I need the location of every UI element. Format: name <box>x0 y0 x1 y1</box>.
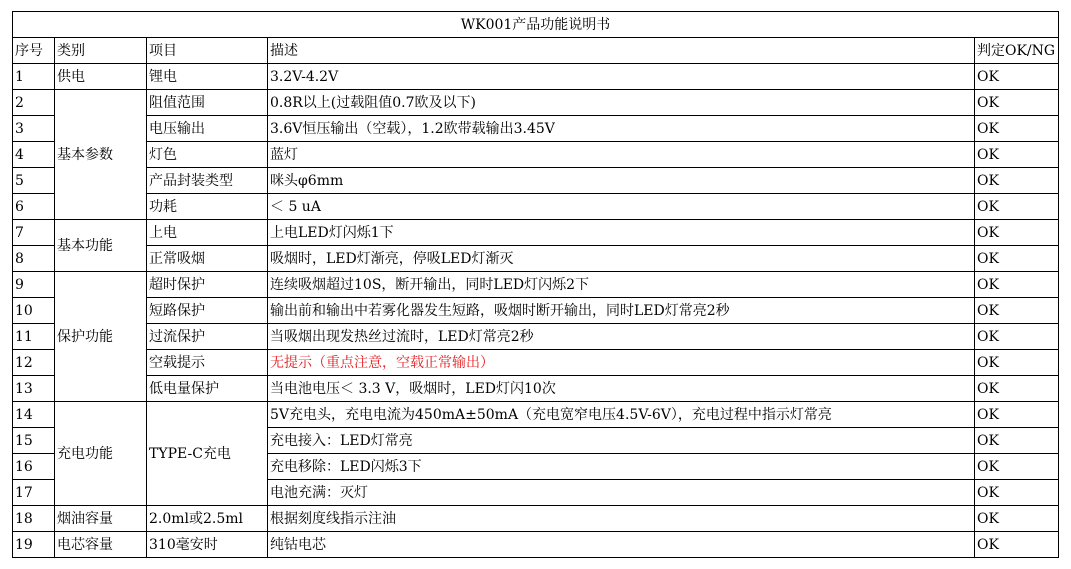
description-cell: 吸烟时，LED灯渐亮，停吸LED灯渐灭 <box>268 246 975 272</box>
description-cell: ＜ 5 uA <box>268 194 975 220</box>
table-row <box>13 64 1059 90</box>
item-cell: 过流保护 <box>147 324 268 350</box>
result-cell: OK <box>975 220 1059 246</box>
row-no: 5 <box>13 168 55 194</box>
description-cell: 连续吸烟超过10S，断开输出，同时LED灯闪烁2下 <box>268 272 975 298</box>
table-row <box>13 324 1059 350</box>
header-result: 判定OK/NG <box>975 38 1059 64</box>
category-cell: 供电 <box>55 64 147 90</box>
table-row <box>13 142 1059 168</box>
description-cell-warning: 无提示（重点注意，空载正常输出） <box>268 350 975 376</box>
item-cell: 正常吸烟 <box>147 246 268 272</box>
description-cell: 0.8R以上(过载阻值0.7欧及以下) <box>268 90 975 116</box>
item-cell: 灯色 <box>147 142 268 168</box>
row-no: 14 <box>13 402 55 428</box>
row-no: 8 <box>13 246 55 272</box>
header-row <box>13 38 1059 64</box>
table-row <box>13 116 1059 142</box>
table-row <box>13 402 1059 428</box>
description-cell: 电池充满：灭灯 <box>268 480 975 506</box>
row-no: 17 <box>13 480 55 506</box>
item-cell: 2.0ml或2.5ml <box>147 506 268 532</box>
result-cell: OK <box>975 194 1059 220</box>
result-cell: OK <box>975 168 1059 194</box>
header-item: 项目 <box>147 38 268 64</box>
result-cell: OK <box>975 402 1059 428</box>
result-cell: OK <box>975 350 1059 376</box>
item-cell: 低电量保护 <box>147 376 268 402</box>
category-cell: 烟油容量 <box>55 506 147 532</box>
row-no: 3 <box>13 116 55 142</box>
result-cell: OK <box>975 454 1059 480</box>
result-cell: OK <box>975 272 1059 298</box>
item-cell: 锂电 <box>147 64 268 90</box>
result-cell: OK <box>975 428 1059 454</box>
row-no: 16 <box>13 454 55 480</box>
description-cell: 上电LED灯闪烁1下 <box>268 220 975 246</box>
result-cell: OK <box>975 532 1059 558</box>
row-no: 2 <box>13 90 55 116</box>
result-cell: OK <box>975 324 1059 350</box>
row-no: 10 <box>13 298 55 324</box>
header-no: 序号 <box>13 38 55 64</box>
row-no: 9 <box>13 272 55 298</box>
spec-table <box>12 11 1059 558</box>
item-cell: 短路保护 <box>147 298 268 324</box>
item-cell: 产品封装类型 <box>147 168 268 194</box>
row-no: 18 <box>13 506 55 532</box>
description-cell: 3.2V-4.2V <box>268 64 975 90</box>
header-description: 描述 <box>268 38 975 64</box>
table-row <box>13 376 1059 402</box>
header-category: 类别 <box>55 38 147 64</box>
table-row <box>13 90 1059 116</box>
item-cell: 电压输出 <box>147 116 268 142</box>
row-no: 4 <box>13 142 55 168</box>
category-cell: 电芯容量 <box>55 532 147 558</box>
description-cell: 充电接入：LED灯常亮 <box>268 428 975 454</box>
item-cell: 上电 <box>147 220 268 246</box>
result-cell: OK <box>975 298 1059 324</box>
row-no: 15 <box>13 428 55 454</box>
table-row <box>13 194 1059 220</box>
table-row <box>13 246 1059 272</box>
description-cell: 当吸烟出现发热丝过流时，LED灯常亮2秒 <box>268 324 975 350</box>
item-cell: 超时保护 <box>147 272 268 298</box>
table-row <box>13 350 1059 376</box>
category-cell: 基本功能 <box>55 220 147 272</box>
category-cell: 保护功能 <box>55 272 147 402</box>
row-no: 7 <box>13 220 55 246</box>
result-cell: OK <box>975 90 1059 116</box>
document-title: WK001产品功能说明书 <box>13 12 1059 38</box>
table-row <box>13 506 1059 532</box>
category-cell: 基本参数 <box>55 90 147 220</box>
description-cell: 咪头φ6mm <box>268 168 975 194</box>
table-row <box>13 168 1059 194</box>
table-row <box>13 298 1059 324</box>
description-cell: 3.6V恒压输出（空载），1.2欧带载输出3.45V <box>268 116 975 142</box>
row-no: 13 <box>13 376 55 402</box>
result-cell: OK <box>975 64 1059 90</box>
row-no: 12 <box>13 350 55 376</box>
description-cell: 输出前和输出中若雾化器发生短路，吸烟时断开输出，同时LED灯常亮2秒 <box>268 298 975 324</box>
result-cell: OK <box>975 506 1059 532</box>
description-cell: 根据刻度线指示注油 <box>268 506 975 532</box>
description-cell: 5V充电头，充电电流为450mA±50mA（充电宽窄电压4.5V-6V），充电过程中指示灯常亮 <box>268 402 975 428</box>
item-cell: TYPE-C充电 <box>147 402 268 506</box>
result-cell: OK <box>975 116 1059 142</box>
description-cell: 纯钴电芯 <box>268 532 975 558</box>
row-no: 1 <box>13 64 55 90</box>
row-no: 6 <box>13 194 55 220</box>
result-cell: OK <box>975 480 1059 506</box>
result-cell: OK <box>975 246 1059 272</box>
table-row <box>13 532 1059 558</box>
item-cell: 功耗 <box>147 194 268 220</box>
result-cell: OK <box>975 142 1059 168</box>
description-cell: 充电移除：LED闪烁3下 <box>268 454 975 480</box>
row-no: 11 <box>13 324 55 350</box>
item-cell: 空载提示 <box>147 350 268 376</box>
row-no: 19 <box>13 532 55 558</box>
item-cell: 阻值范围 <box>147 90 268 116</box>
table-row <box>13 272 1059 298</box>
table-row <box>13 220 1059 246</box>
result-cell: OK <box>975 376 1059 402</box>
item-cell: 310毫安时 <box>147 532 268 558</box>
description-cell: 蓝灯 <box>268 142 975 168</box>
title-row <box>13 12 1059 38</box>
description-cell: 当电池电压＜ 3.3 V，吸烟时，LED灯闪10次 <box>268 376 975 402</box>
category-cell: 充电功能 <box>55 402 147 506</box>
